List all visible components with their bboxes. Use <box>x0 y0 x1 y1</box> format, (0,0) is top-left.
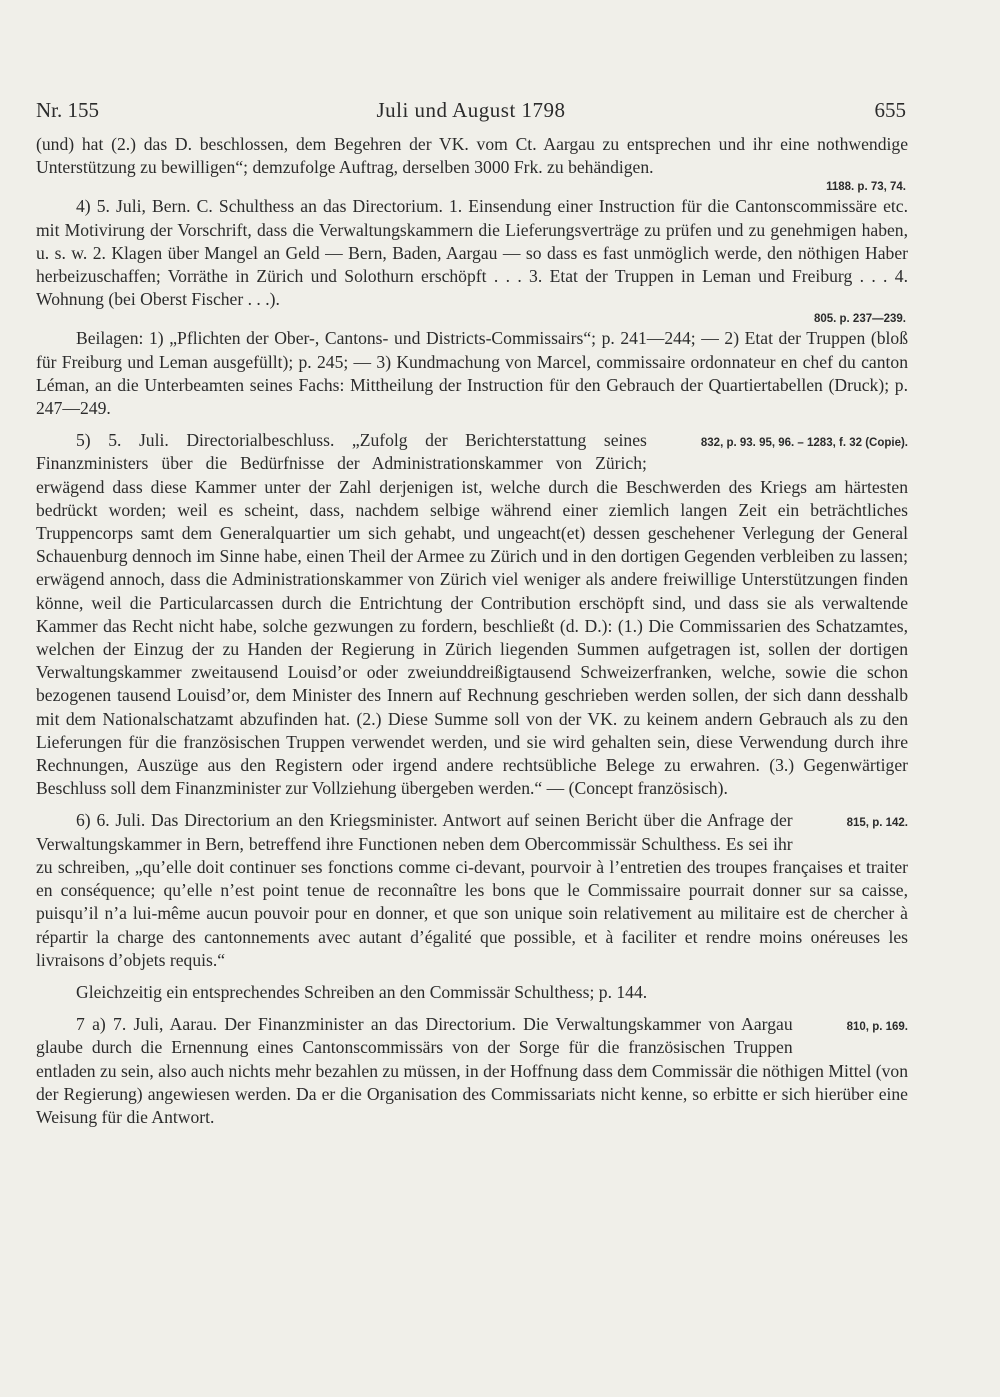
paragraph-text: Gleichzeitig ein entsprechendes Schreiben an den Commissär Schulthess; p. 144. <box>76 981 648 1002</box>
paragraph-beilagen <box>36 327 908 420</box>
header-title: Juli und August 1798 <box>376 98 566 122</box>
paragraph-entry-7a <box>36 1013 908 1129</box>
archive-reference: 1188. p. 73, 74. <box>826 181 906 194</box>
paragraph-text: 4) 5. Juli, Bern. C. Schulthess an das Directorium. 1. Einsendung einer Instruction für die Cantonscommissäre etc. mit Motivirung der Vorschrift, dass die Verwaltungskammern die Lieferungsverträge zu prüfen und zu genehmigen haben, u. s. w. 2. Klagen über Mangel an Geld — Bern, Baden, Aargau — so dass es fast unmöglich werde, den nöthigen Haber herbeizuschaffen; Vorräthe in Zürich und Solothurn erschöpft . . . 3. Etat der Truppen in Leman und Freiburg . . . 4. Wohnung (bei Oberst Fischer . . .). <box>36 196 908 310</box>
header-number: Nr. 155 <box>36 98 99 122</box>
paragraph-text: (und) hat (2.) das D. beschlossen, dem Begehren der VK. vom Ct. Aargau zu entsprechen und ihr eine nothwendige Unterstützung zu bewilligen“; demzufolge Auftrag, derselben 3000 Frk. zu behändigen. <box>36 134 908 178</box>
paragraph-text: 5) 5. Juli. Directorialbeschluss. „Zufolg der Berichterstattung seines Finanzministers über die Bedürfnisse der Administrationskammer von Zürich; erwägend dass diese Kammer unter der Zahl derjenigen ist, welche durch die Beschwerden des Kriegs am härtesten bedrückt worden; weil es scheint, dass, nachdem selbige während einer ziemlich langen Zeit ein beträchtliches Truppencorps samt dem Generalquartier um sich gehabt, und ungeacht(et) dessen geschehener Verlegung der General Schauenburg dennoch im Sinne habe, einen Theil der Armee zu Zürich und in den dortigen Gegenden verbleiben zu lassen; erwägend annoch, dass die Administrationskammer von Zürich viel weniger als andere freiwillige Unterstützungen finden könne, weil die Particularcassen durch die Entrichtung der Contribution erschöpft sind, und dass sie als verwaltende Kammer das Recht nicht habe, solche gezwungen zu fordern, beschließt (d. D.): (1.) Die Commissarien des Schatzamtes, welchen der Einzug der zu Handen der Regierung in Zürich liegenden Summen aufgetragen ist, sollen der dortigen Verwaltungskammer zweitausend Louisd’or oder zweiunddreißigtausend Schweizerfranken, welche, sowie die schon bezogenen tausend Louisd’or, dem Minister des Innern auf Rechnung geschrieben werden sollen, der sich dann desshalb mit dem Nationalschatzamt abzufinden hat. (2.) Diese Summe soll von der VK. zu keinem andern Gebrauch als zu den Lieferungen für die französischen Truppen verwendet werden, und sie wird gehalten sein, diese Verwendung durch ihre Rechnungen, Auszüge aus den Registern oder irgend andere rechtsübliche Belege zu erwahren. (3.) Gegenwärtiger Beschluss soll dem Finanzminister zur Vollziehung übergeben werden.“ — (Concept französisch). <box>36 430 908 799</box>
archive-reference: 815, p. 142. <box>846 817 908 830</box>
paragraph-text: 7 a) 7. Juli, Aarau. Der Finanzminister an das Directorium. Die Verwaltungskammer von Aargau glaube durch die Ernennung eines Cantonscommissärs von der Sorge für die französischen Truppen entladen zu sein, also auch nichts mehr bezahlen zu müssen, in der Hoffnung dass dem Commissär die nöthigen Mittel (von der Regierung) angewiesen werden. Da er die Organisation des Commissariats nicht kenne, so erbitte er sich hierüber eine Weisung für die Antwort. <box>36 1014 908 1127</box>
archive-reference: 832, p. 93. 95, 96. – 1283, f. 32 (Copie). <box>700 437 908 450</box>
document-body <box>36 133 908 1129</box>
paragraph-entry-6 <box>36 809 908 971</box>
paragraph-entry-5 <box>36 429 908 800</box>
archive-reference: 805. p. 237—239. <box>813 313 906 326</box>
paragraph-text: Beilagen: 1) „Pflichten der Ober-, Cantons- und Districts-Commissairs“; p. 241—244; — 2) Etat der Truppen (bloß für Freiburg und Leman ausgefüllt); p. 245; — 3) Kundmachung von Marcel, commissaire ordonnateur en chef du canton Léman, an die Unterbeamten seines Fachs: Mittheilung der Instruction für den Gebrauch der Quartiertabellen (Druck); p. 247—249. <box>36 328 908 419</box>
archive-reference: 810, p. 169. <box>846 1021 908 1034</box>
paragraph-text: 6) 6. Juli. Das Directorium an den Kriegsminister. Antwort auf seinen Bericht über die Anfrage der Verwaltungskammer in Bern, betreffend ihre Functionen neben dem Obercommissär Schulthess. Es sei ihr zu schreiben, „qu’elle doit continuer ses fonctions comme ci-devant, pourvoir à l’entretien des troupes françaises et traiter en conséquence; qu’elle n’est point tenue de reconnaître les bons que le Commissaire pourrait donner sur sa caisse, puisqu’il n’a lui-même aucun pouvoir pour en donner, et que son unique soin relativement au militaire est de chercher à répartir la charge des cantonnements avec autant d’égalité que possible, et à faciliter et rendre moins onéreuses les livraisons d’objets requis.“ <box>36 810 908 970</box>
paragraph-gleichzeitig <box>36 981 908 1004</box>
paragraph-continuation <box>36 133 908 179</box>
running-header <box>36 98 906 126</box>
page-number: 655 <box>874 98 906 122</box>
paragraph-entry-4 <box>36 195 908 311</box>
